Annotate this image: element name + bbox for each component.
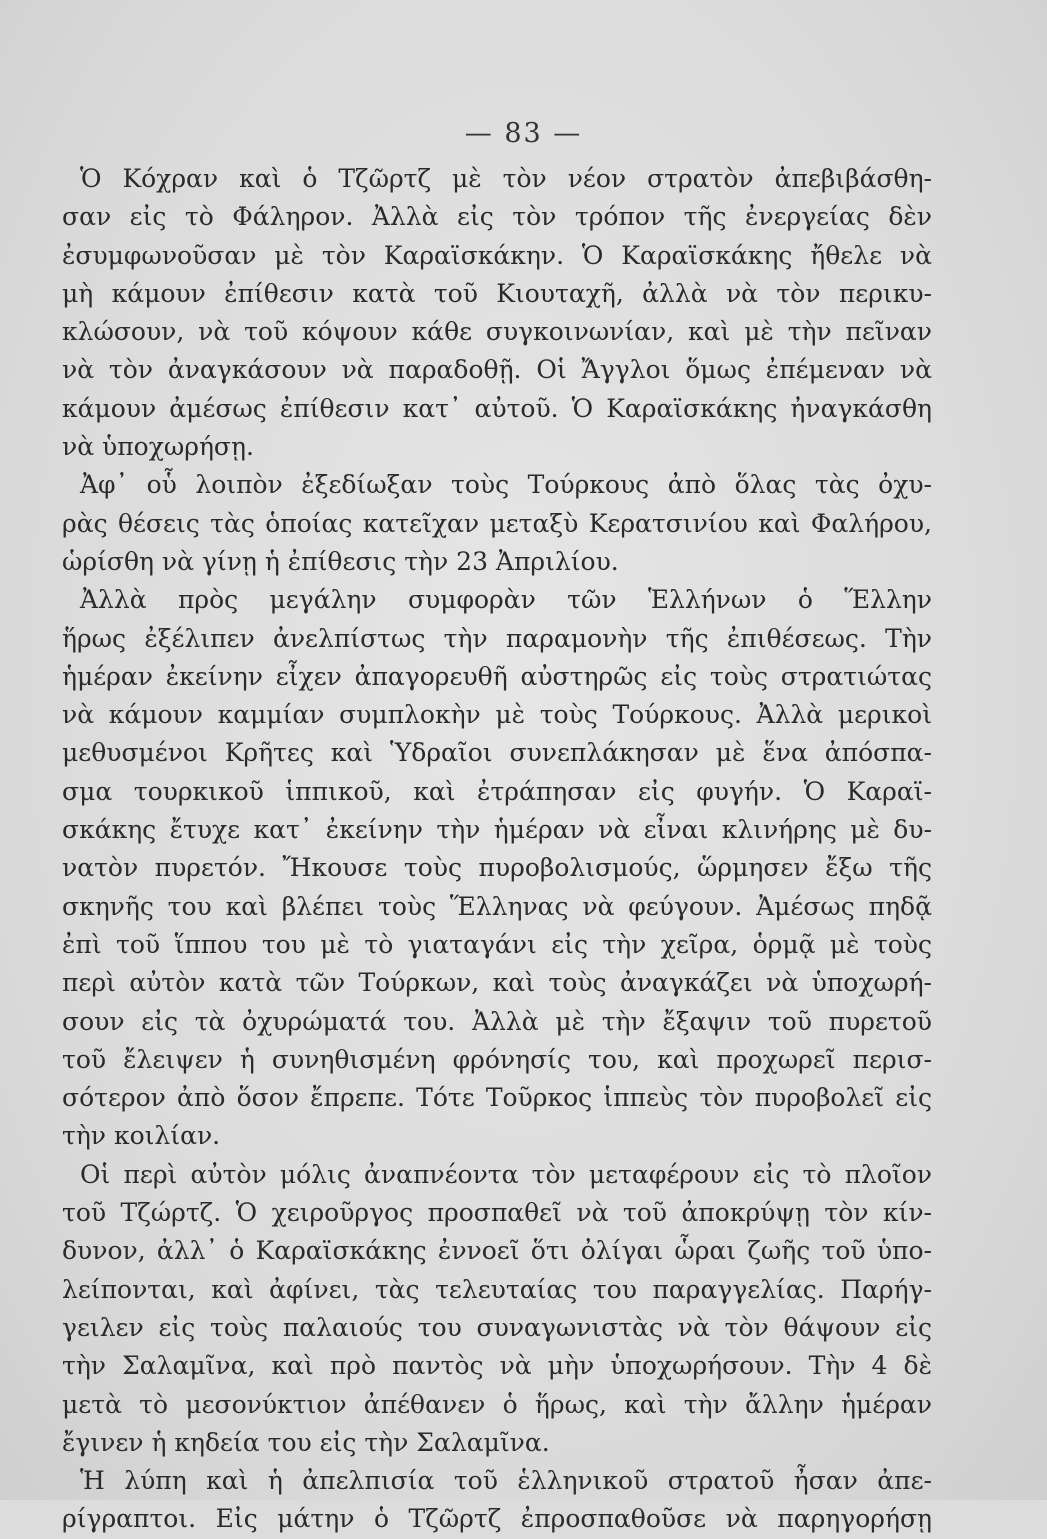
text-line: νατὸν πυρετόν. Ἤκουσε τοὺς πυροβολισμούς, ὥρμησεν ἔξω τῆς [62,853,932,883]
text-line: γειλεν εἰς τοὺς παλαιούς του συναγωνιστὰς νὰ τὸν θάψουν εἰς [62,1312,932,1342]
text-line: τοῦ Τζώρτζ. Ὁ χειροῦργος προσπαθεῖ νὰ τοῦ ἀποκρύψῃ τὸν κίν- [62,1198,932,1228]
text-line: σκάκης ἔτυχε κατ᾿ ἐκείνην τὴν ἡμέραν νὰ εἶναι κλινήρης μὲ δυ- [62,815,932,845]
page-number: — 83 — [464,118,583,149]
text-line: νὰ ὑποχωρήσῃ. [62,432,254,462]
text-line: μὴ κάμουν ἐπίθεσιν κατὰ τοῦ Κιουταχῆ, ἀλλὰ νὰ τὸν περικυ- [62,278,932,308]
text-line: περὶ αὐτὸν κατὰ τῶν Τούρκων, καὶ τοὺς ἀναγκάζει νὰ ὑποχωρή- [62,968,932,998]
text-line: δυνον, ἀλλ᾿ ὁ Καραϊσκάκης ἐννοεῖ ὅτι ὀλίγαι ὧραι ζωῆς τοῦ ὑπο- [62,1236,932,1266]
text-line: Ἀφ᾿ οὗ λοιπὸν ἐξεδίωξαν τοὺς Τούρκους ἀπὸ ὅλας τὰς ὀχυ- [80,470,932,500]
text-line: ἥρως ἐξέλιπεν ἀνελπίστως τὴν παραμονὴν τῆς ἐπιθέσεως. Τὴν [62,623,932,653]
text-line: νὰ τὸν ἀναγκάσουν νὰ παραδοθῇ. Οἱ Ἄγγλοι ὅμως ἐπέμεναν νὰ [62,355,932,385]
text-line: ἐσυμφωνοῦσαν μὲ τὸν Καραϊσκάκην. Ὁ Καραϊσκάκης ἤθελε νὰ [62,240,932,270]
text-line: μετὰ τὸ μεσονύκτιον ἀπέθανεν ὁ ἥρως, καὶ τὴν ἄλλην ἡμέραν [62,1389,932,1419]
text-line: ὡρίσθη νὰ γίνῃ ἡ ἐπίθεσις τὴν 23 Ἀπριλίου. [62,546,619,576]
text-line: Ἡ λύπη καὶ ἡ ἀπελπισία τοῦ ἑλληνικοῦ στρατοῦ ἦσαν ἀπε- [80,1466,932,1496]
text-line: ρὰς θέσεις τὰς ὁποίας κατεῖχαν μεταξὺ Κερατσινίου καὶ Φαλήρου, [62,508,932,538]
text-line: Οἱ περὶ αὐτὸν μόλις ἀναπνέοντα τὸν μεταφέρουν εἰς τὸ πλοῖον [80,1159,932,1189]
text-line: σαν εἰς τὸ Φάληρον. Ἀλλὰ εἰς τὸν τρόπον τῆς ἐνεργείας δὲν [62,202,932,232]
text-line: λείπονται, καὶ ἀφίνει, τὰς τελευταίας του παραγγελίας. Παρήγ- [62,1274,932,1304]
text-line: κλώσουν, νὰ τοῦ κόψουν κάθε συγκοινωνίαν, καὶ μὲ τὴν πεῖναν [62,317,932,347]
text-line: Ἀλλὰ πρὸς μεγάλην συμφορὰν τῶν Ἑλλήνων ὁ Ἕλλην [80,585,932,615]
text-line: ρίγραπτοι. Εἰς μάτην ὁ Τζῶρτζ ἐπροσπαθοῦσε νὰ παρηγορήσῃ [62,1504,932,1534]
text-line: τοῦ ἔλειψεν ἡ συνηθισμένη φρόνησίς του, καὶ προχωρεῖ περισ- [62,1044,932,1074]
text-line: σότερον ἀπὸ ὅσον ἔπρεπε. Τότε Τοῦρκος ἱππεὺς τὸν πυροβολεῖ εἰς [62,1083,932,1113]
text-line: μεθυσμένοι Κρῆτες καὶ Ὑδραῖοι συνεπλάκησαν μὲ ἕνα ἀπόσπα- [62,738,932,768]
text-line: κάμουν ἀμέσως ἐπίθεσιν κατ᾿ αὐτοῦ. Ὁ Καραϊσκάκης ἠναγκάσθη [62,393,932,423]
text-line: νὰ κάμουν καμμίαν συμπλοκὴν μὲ τοὺς Τούρκους. Ἀλλὰ μερικοὶ [62,700,932,730]
text-line: σμα τουρκικοῦ ἱππικοῦ, καὶ ἐτράπησαν εἰς φυγήν. Ὁ Καραϊ- [62,776,932,806]
text-line: τὴν Σαλαμῖνα, καὶ πρὸ παντὸς νὰ μὴν ὑποχωρήσουν. Τὴν 4 δὲ [62,1351,932,1381]
text-line: Ὁ Κόχραν καὶ ὁ Τζῶρτζ μὲ τὸν νέον στρατὸν ἀπεβιβάσθη- [80,164,932,193]
text-line: ἐπὶ τοῦ ἵππου του μὲ τὸ γιαταγάνι εἰς τὴν χεῖρα, ὁρμᾷ μὲ τοὺς [62,929,932,959]
text-line: ἡμέραν ἐκείνην εἶχεν ἀπαγορευθῆ αὐστηρῶς εἰς τοὺς στρατιώτας [62,661,932,691]
text-line: σκηνῆς του καὶ βλέπει τοὺς Ἕλληνας νὰ φεύγουν. Ἀμέσως πηδᾷ [62,891,932,921]
text-line: τὴν κοιλίαν. [62,1121,221,1151]
text-line: σουν εἰς τὰ ὀχυρώματά του. Ἀλλὰ μὲ τὴν ἔξαψιν τοῦ πυρετοῦ [62,1006,932,1036]
text-line: ἔγινεν ἡ κηδεία του εἰς τὴν Σαλαμῖνα. [62,1427,550,1457]
body-text [62,160,932,1539]
